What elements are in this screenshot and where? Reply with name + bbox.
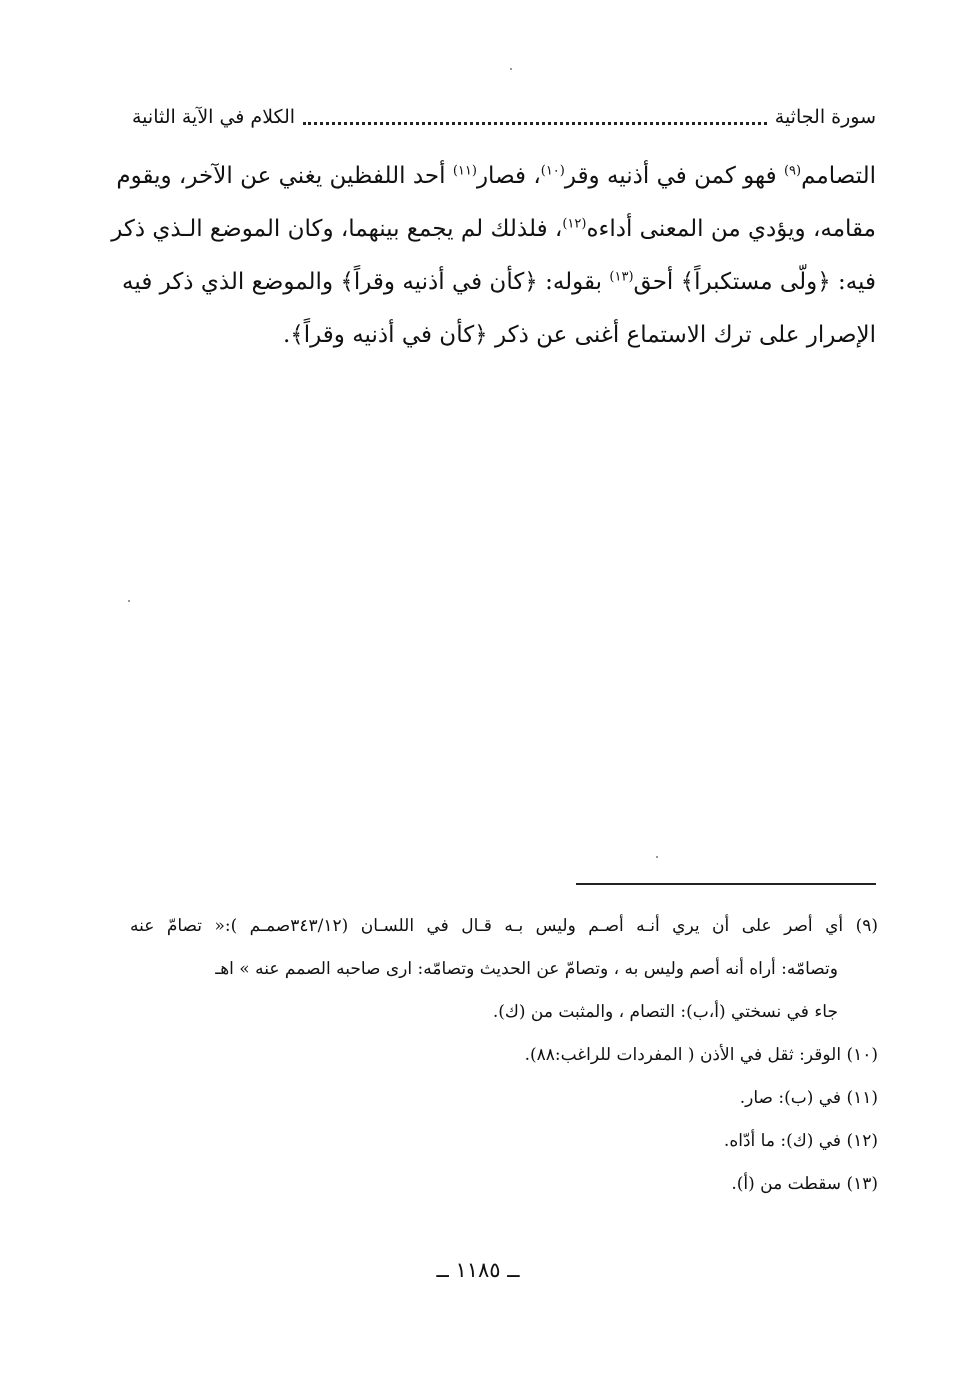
footnote-ref-9[interactable]: (٩) (783, 163, 802, 179)
scan-speck (128, 600, 130, 602)
footnote-9-line-3: جاء في نسختي (أ،ب): التصام ، والمثبت من (ك). (492, 1002, 838, 1022)
footnote-13: (١٣) سقطت من (أ). (731, 1174, 878, 1194)
paragraph-line-3: فيه: ﴿ولّى مستكبراً﴾ أحق$^{(١٣)}$ بقوله: ﴿كأن في أذنيه وقراً﴾ والموضع الذي ذكر فيه (122, 269, 876, 295)
footnote-ref-12[interactable]: (١٢) (562, 216, 587, 232)
scan-speck (510, 68, 512, 70)
footnote-11: (١١) في (ب): صار. (739, 1088, 878, 1108)
header-dot-leader (303, 122, 767, 125)
paragraph-line-1: التصامم$^{(٩)}$ فهو كمن في أذنيه وقر$^{(١٠)}$، فصار$^{(١١)}$ أحد اللفظين يغني عن الآخر، ويقوم (116, 163, 876, 189)
paragraph-line-4: الإصرار على ترك الاستماع أغنى عن ذكر ﴿كأن في أذنيه وقراً﴾. (282, 322, 876, 348)
header-surah-title: سورة الجاثية (774, 106, 876, 128)
footnote-ref-13[interactable]: (١٣) (609, 269, 634, 285)
running-header (132, 100, 876, 134)
paragraph-line-2: مقامه، ويؤدي من المعنى أداءه$^{(١٢)}$، فلذلك لم يجمع بينهما، وكان الموضع الـذي ذكر (111, 216, 876, 242)
footnote-10: (١٠) الوقر: ثقل في الأذن ( المفردات للراغب:٨٨). (524, 1045, 878, 1065)
main-paragraph (111, 150, 876, 362)
page-number: ــ ١١٨٥ ــ (436, 1258, 520, 1282)
footnote-9-line-2: وتصامّه: أراه أنه أصم وليس به ، وتصامّ عن الحديث وتصامّه: ارى صاحبه الصمم عنه » اهـ (215, 959, 838, 979)
footnote-separator (576, 883, 876, 885)
footnote-ref-11[interactable]: (١١) (452, 163, 477, 179)
footnotes-section (130, 905, 878, 1206)
header-topic-title: الكلام في الآية الثانية (132, 106, 296, 128)
scan-speck (656, 856, 658, 858)
footnote-ref-10[interactable]: (١٠) (540, 163, 565, 179)
footnote-9-line-1: (٩) أي أصر على أن يري أنـه أصـم وليس بـه قـال في اللسـان (٣٤٣/١٢صمـم ):« تصامّ عنه (130, 916, 878, 936)
footnote-12: (١٢) في (ك): ما أدّاه. (723, 1131, 878, 1151)
